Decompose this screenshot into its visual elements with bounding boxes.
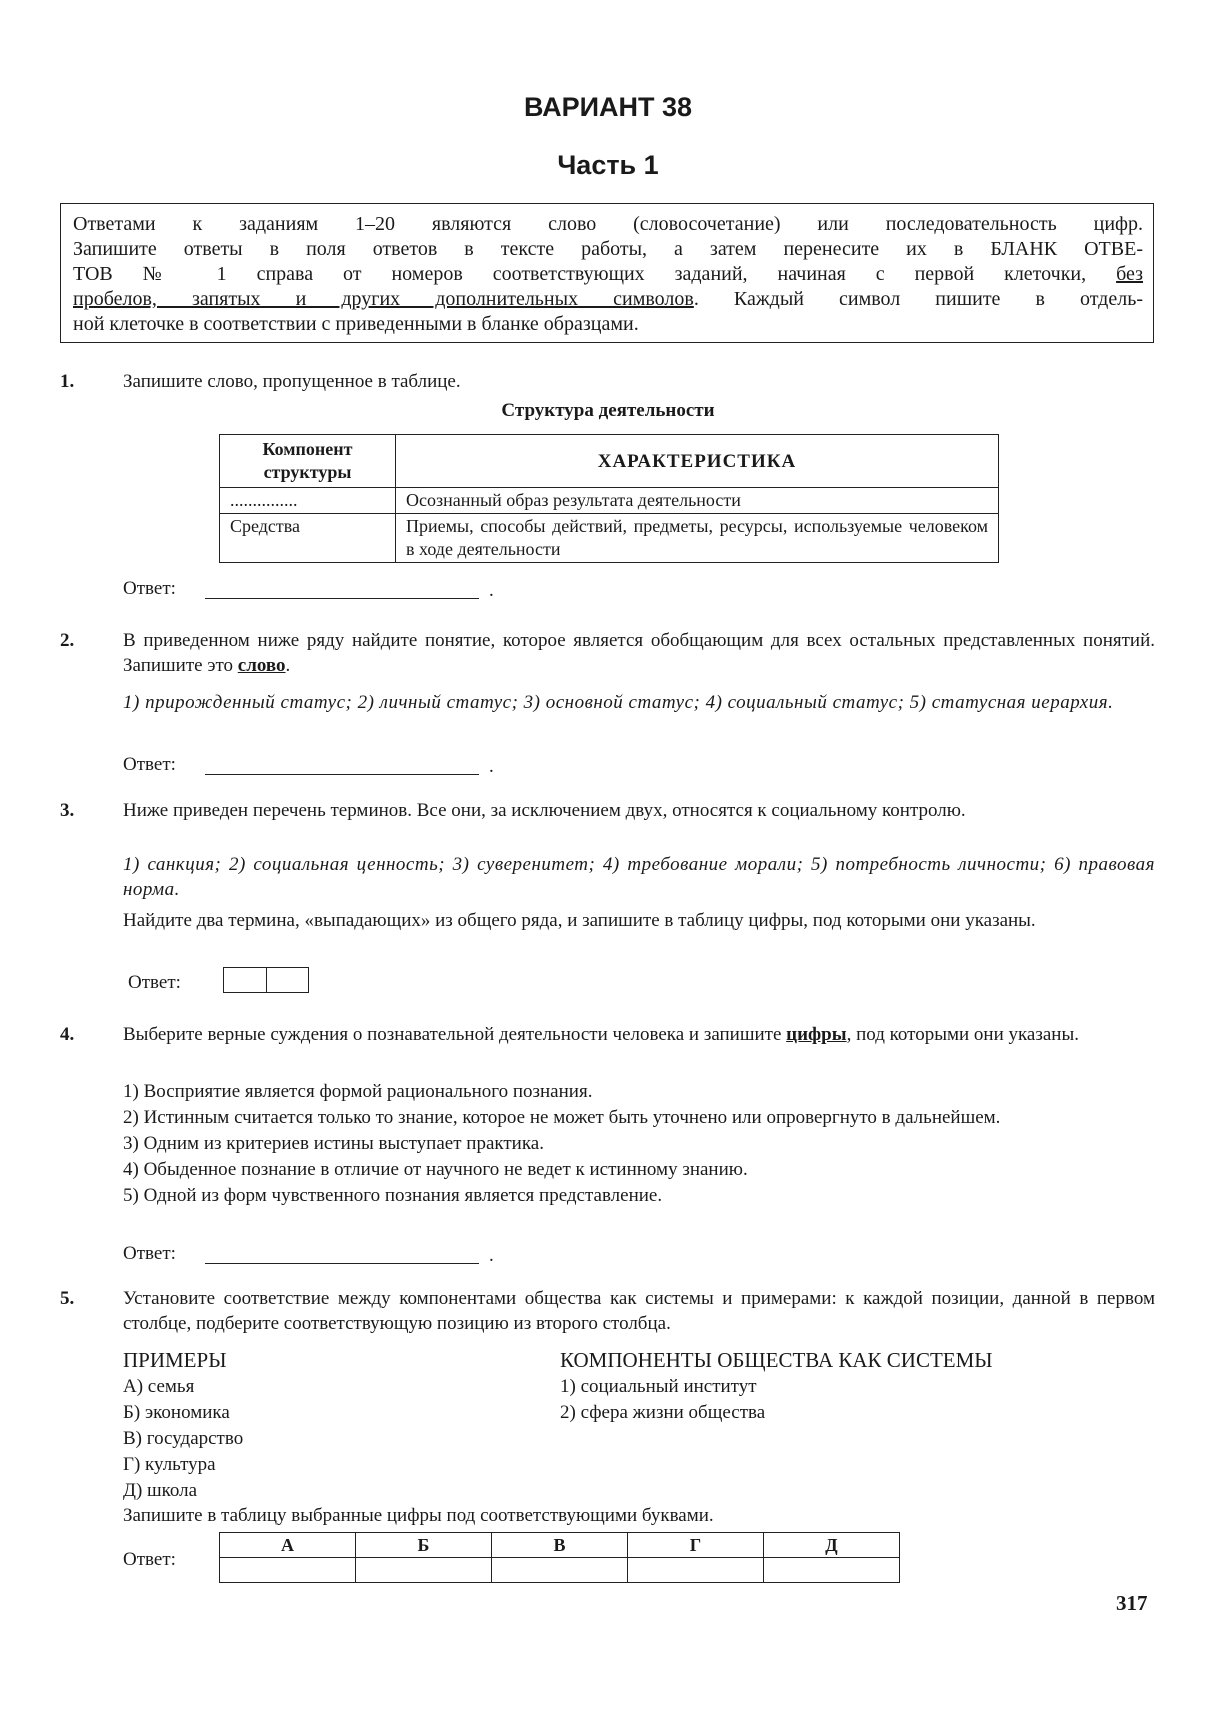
intro-line: ной клеточке в соответствии с приведенными в бланке образцами. (73, 313, 639, 335)
list-item: А) семья (123, 1376, 195, 1397)
part-title: Часть 1 (557, 150, 659, 180)
intro-line: ТОВ № 1 справа от номеров соответствующих заданий, начиная с первой клеточки, без (73, 263, 1144, 285)
structure-table (219, 434, 999, 563)
statement-list (123, 1079, 1155, 1209)
instructions-box (60, 203, 1154, 343)
table-cell: ............... (220, 488, 396, 514)
intro-line: пробелов, запятых и других дополнительных символов. Каждый символ пишите в отдель- (73, 288, 1143, 310)
answer-label: Ответ: (123, 754, 176, 775)
intro-line: Ответами к заданиям 1–20 являются слово (словосочетание) или последовательность цифр. (73, 213, 1143, 235)
question-text: В приведенном ниже ряду найдите понятие, которое является обобщающим для всех остальных представленных понятий. Запишите это слово. (123, 630, 1155, 676)
grid-header: В (492, 1533, 628, 1558)
list-item: 1) социальный институт (560, 1376, 757, 1397)
question-options: 1) прирожденный статус; 2) личный статус; 3) основной статус; 4) социальный статус; 5) статусная иерархия. (123, 692, 1114, 713)
table-cell: Приемы, способы действий, предметы, ресурсы, используемые человеком в ходе деятельности (396, 514, 999, 563)
answer-label: Ответ: (123, 578, 176, 599)
question-text: Установите соответствие между компонентами общества как системы и примерами: к каждой позиции, данной в первом столбце, подберите соответствующую позицию из второго столбца. (123, 1288, 1155, 1334)
grid-cell[interactable] (764, 1558, 900, 1583)
question-number: 1. (60, 371, 75, 392)
question-text: Выберите верные суждения о познавательной деятельности человека и запишите цифры, под которыми они указаны. (123, 1024, 1079, 1045)
question-options: 1) санкция; 2) социальная ценность; 3) суверенитет; 4) требование морали; 5) потребность личности; 6) правовая норма. (123, 854, 1155, 900)
answer-period: . (489, 580, 494, 601)
question-text: Ниже приведен перечень терминов. Все они, за исключением двух, относятся к социальному контролю. (123, 800, 966, 821)
answer-box[interactable] (267, 968, 309, 992)
components-column (560, 1346, 993, 1426)
list-item: 2) Истинным считается только то знание, которое не может быть уточнено или опровергнуто в дальнейшем. (123, 1107, 1001, 1128)
question-number: 4. (60, 1024, 75, 1045)
list-item: 4) Обыденное познание в отличие от научного не ведет к истинному знанию. (123, 1159, 748, 1180)
answer-boxes (223, 967, 309, 993)
answer-grid (219, 1532, 900, 1583)
answer-label: Ответ: (128, 972, 181, 993)
list-item: 1) Восприятие является формой рационального познания. (123, 1081, 593, 1102)
page-number: 317 (1116, 1591, 1148, 1615)
column-header: КОМПОНЕНТЫ ОБЩЕСТВА КАК СИСТЕМЫ (560, 1348, 993, 1372)
answer-period: . (489, 1245, 494, 1266)
answer-period: . (489, 756, 494, 777)
grid-header: Д (764, 1533, 900, 1558)
grid-header: Г (628, 1533, 764, 1558)
question-instruction: Найдите два термина, «выпадающих» из общего ряда, и запишите в таблицу цифры, под которыми они указаны. (123, 910, 1036, 931)
column-header: ПРИМЕРЫ (123, 1348, 227, 1372)
grid-cell[interactable] (492, 1558, 628, 1583)
table-header: ХАРАКТЕРИСТИКА (396, 435, 999, 488)
grid-cell[interactable] (220, 1558, 356, 1583)
list-item: 2) сфера жизни общества (560, 1402, 766, 1423)
intro-line: Запишите ответы в поля ответов в тексте работы, а затем перенесите их в БЛАНК ОТВЕ- (73, 238, 1143, 260)
variant-title: ВАРИАНТ 38 (523, 92, 693, 122)
list-item: Д) школа (123, 1480, 198, 1501)
table-title: Структура деятельности (501, 400, 715, 421)
question-instruction: Запишите в таблицу выбранные цифры под соответствующими буквами. (123, 1505, 714, 1526)
list-item: 5) Одной из форм чувственного познания является представление. (123, 1185, 663, 1206)
question-text: Запишите слово, пропущенное в таблице. (123, 371, 461, 392)
answer-field[interactable] (205, 754, 479, 775)
list-item: 3) Одним из критериев истины выступает практика. (123, 1133, 544, 1154)
question-number: 3. (60, 800, 75, 821)
list-item: Б) экономика (123, 1402, 230, 1423)
grid-cell[interactable] (356, 1558, 492, 1583)
table-cell: Средства (220, 514, 396, 563)
answer-box[interactable] (224, 968, 267, 992)
grid-cell[interactable] (628, 1558, 764, 1583)
answer-field[interactable] (205, 578, 479, 599)
table-header: Компонент структуры (220, 435, 396, 488)
question-number: 5. (60, 1288, 75, 1309)
list-item: Г) культура (123, 1454, 216, 1475)
answer-label: Ответ: (123, 1243, 176, 1264)
answer-field[interactable] (205, 1243, 479, 1264)
table-cell: Осознанный образ результата деятельности (396, 488, 999, 514)
list-item: В) государство (123, 1428, 244, 1449)
answer-label: Ответ: (123, 1549, 176, 1570)
grid-header: Б (356, 1533, 492, 1558)
grid-header: А (220, 1533, 356, 1558)
question-number: 2. (60, 630, 75, 651)
examples-column (123, 1346, 243, 1504)
